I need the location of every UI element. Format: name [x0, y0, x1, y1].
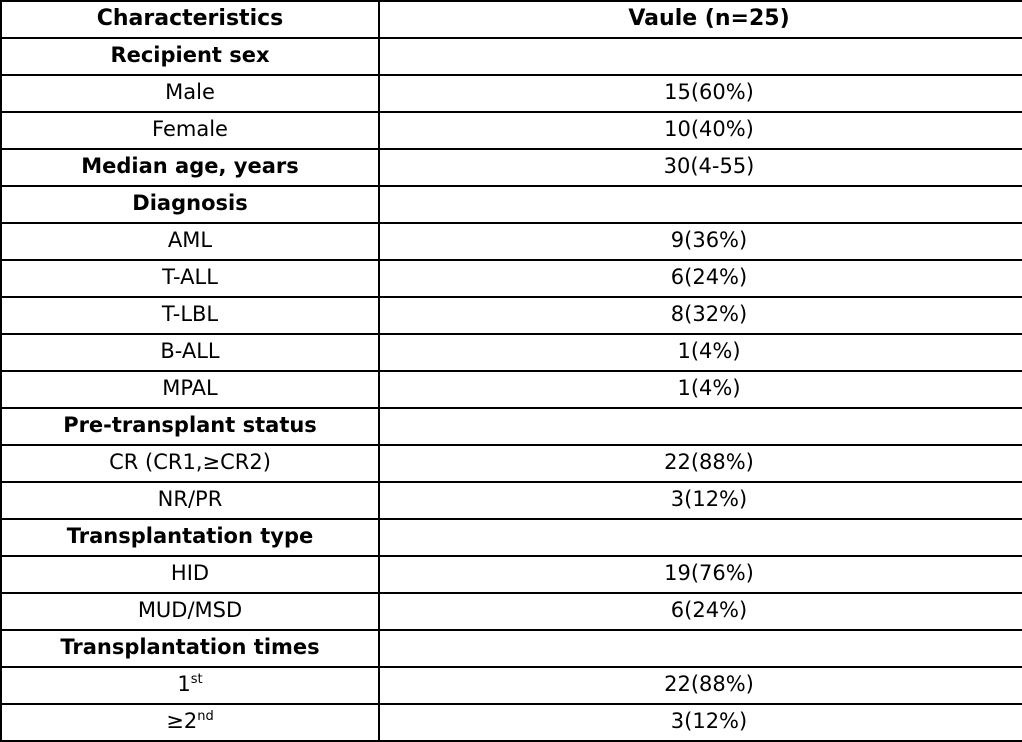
row-label-t-lbl: T-LBL: [1, 297, 379, 334]
row-label-transplantation-type: Transplantation type: [1, 519, 379, 556]
row-value-t-all: 6(24%): [379, 260, 1022, 297]
row-value-transplantation-times: [379, 630, 1022, 667]
row-value-transplantation-type: [379, 519, 1022, 556]
row-value-female: 10(40%): [379, 112, 1022, 149]
row-label-diagnosis: Diagnosis: [1, 186, 379, 223]
row-value-male: 15(60%): [379, 75, 1022, 112]
table-row: [1, 556, 1022, 593]
first-transplant-sup: st: [190, 672, 203, 688]
second-transplant-sup: nd: [197, 709, 214, 725]
table-row: [1, 223, 1022, 260]
row-value-first-transplant: 22(88%): [379, 667, 1022, 704]
table-row: [1, 38, 1022, 75]
row-label-male: Male: [1, 75, 379, 112]
table-row: [1, 630, 1022, 667]
row-label-mud-msd: MUD/MSD: [1, 593, 379, 630]
row-value-pre-transplant-status: [379, 408, 1022, 445]
table-row: [1, 149, 1022, 186]
row-label-mpal: MPAL: [1, 371, 379, 408]
table-row: [1, 297, 1022, 334]
table-row: [1, 482, 1022, 519]
column-header-characteristics: Characteristics: [1, 1, 379, 38]
row-label-pre-transplant-status: Pre-transplant status: [1, 408, 379, 445]
table-row: [1, 75, 1022, 112]
table-row: [1, 186, 1022, 223]
row-label-recipient-sex: Recipient sex: [1, 38, 379, 75]
row-label-aml: AML: [1, 223, 379, 260]
second-transplant-base: ≥2: [166, 709, 198, 734]
table-row: [1, 371, 1022, 408]
row-label-transplantation-times: Transplantation times: [1, 630, 379, 667]
table-row: [1, 260, 1022, 297]
table-row: [1, 519, 1022, 556]
table-row: [1, 704, 1022, 741]
row-value-hid: 19(76%): [379, 556, 1022, 593]
first-transplant-base: 1: [177, 672, 191, 697]
row-value-recipient-sex: [379, 38, 1022, 75]
row-value-b-all: 1(4%): [379, 334, 1022, 371]
column-header-value: Vaule (n=25): [379, 1, 1022, 38]
row-value-diagnosis: [379, 186, 1022, 223]
table-body: [1, 1, 1022, 741]
row-label-cr: CR (CR1,≥CR2): [1, 445, 379, 482]
table-row: [1, 593, 1022, 630]
row-label-median-age: Median age, years: [1, 149, 379, 186]
table-header-row: [1, 1, 1022, 38]
table-row: [1, 334, 1022, 371]
row-label-hid: HID: [1, 556, 379, 593]
row-value-cr: 22(88%): [379, 445, 1022, 482]
row-value-nr-pr: 3(12%): [379, 482, 1022, 519]
row-label-b-all: B-ALL: [1, 334, 379, 371]
row-value-second-transplant: 3(12%): [379, 704, 1022, 741]
row-label-second-transplant: [1, 704, 379, 741]
row-value-median-age: 30(4-55): [379, 149, 1022, 186]
row-value-mud-msd: 6(24%): [379, 593, 1022, 630]
table-row: [1, 408, 1022, 445]
row-value-mpal: 1(4%): [379, 371, 1022, 408]
row-label-t-all: T-ALL: [1, 260, 379, 297]
table-row: [1, 112, 1022, 149]
row-value-aml: 9(36%): [379, 223, 1022, 260]
row-label-female: Female: [1, 112, 379, 149]
row-label-nr-pr: NR/PR: [1, 482, 379, 519]
row-value-t-lbl: 8(32%): [379, 297, 1022, 334]
table-row: [1, 445, 1022, 482]
